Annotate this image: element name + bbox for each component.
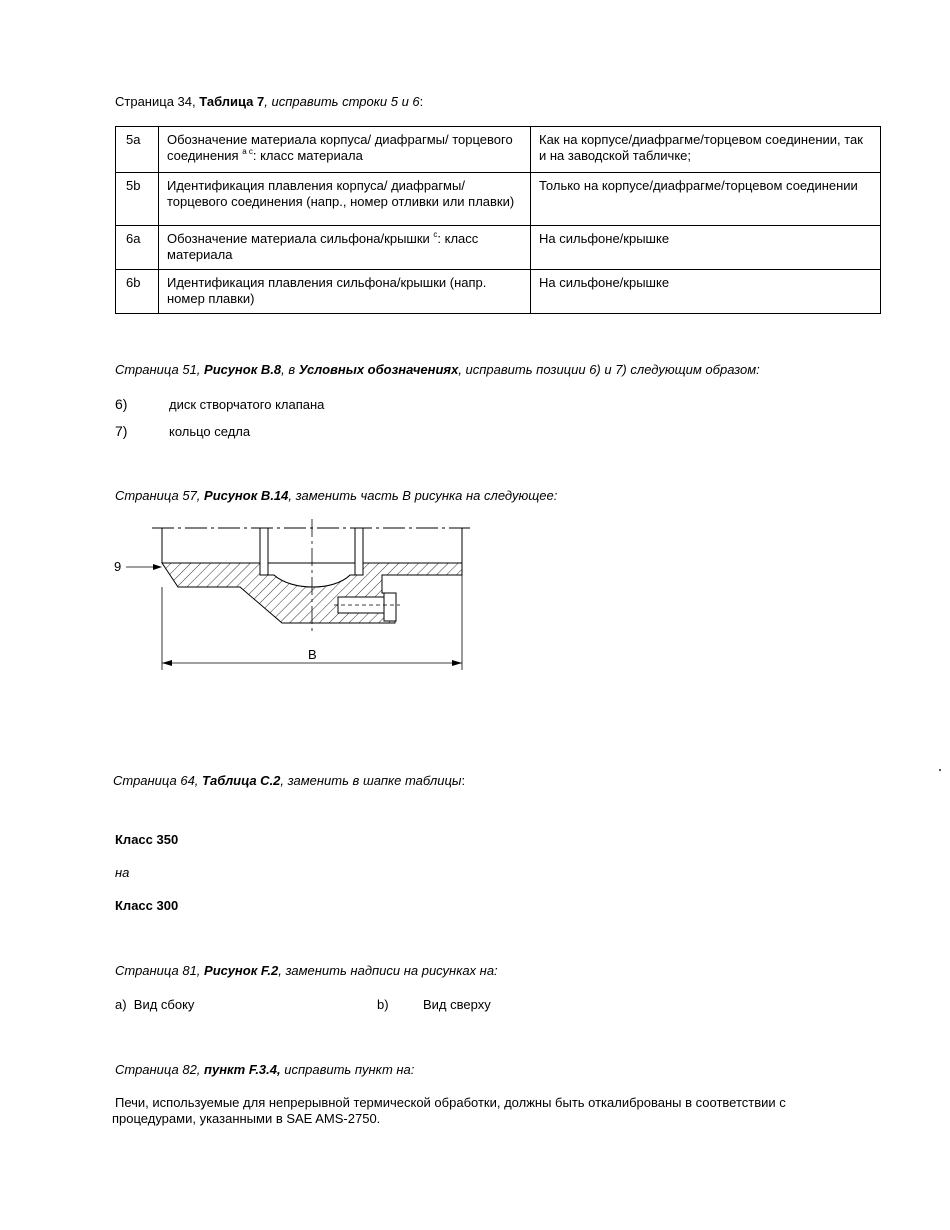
- dimension-arrow: [452, 660, 462, 666]
- row-description: Идентификация плавления корпуса/ диафрагмы/ торцевого соединения (напр., номер отливки или плавки): [159, 173, 531, 226]
- label-a: a) Вид сбоку: [115, 997, 195, 1012]
- row-number: 6a: [116, 226, 159, 270]
- section-heading-figure-f2: Страница 81, Рисунок F.2, заменить надписи на рисунках на:: [115, 963, 498, 978]
- row-marking: Только на корпусе/диафрагме/торцевом соединении: [531, 173, 881, 226]
- table-row: [116, 127, 881, 173]
- section-heading-figure-b14: Страница 57, Рисунок В.14, заменить часть В рисунка на следующее:: [115, 488, 558, 503]
- callout-label: 9: [114, 559, 122, 574]
- row-description: Обозначение материала сильфона/крышки $^c$: класс материала: [159, 226, 531, 270]
- legend-item-text: диск створчатого клапана: [169, 397, 325, 412]
- clause-text-line: Печи, используемые для непрерывной термической обработки, должны быть откалиброваны в соответствии с: [115, 1095, 786, 1110]
- row-description: Идентификация плавления сильфона/крышки (напр. номер плавки): [159, 270, 531, 314]
- section-heading-table-c2: Страница 64, Таблица С.2, заменить в шапке таблицы:: [113, 773, 466, 788]
- clause-text-line: процедурами, указанными в SAE AMS-2750.: [112, 1111, 381, 1126]
- dimension-arrow: [162, 660, 172, 666]
- row-marking: Как на корпусе/диафрагме/торцевом соединении, так и на заводской табличке;: [531, 127, 881, 173]
- callout-arrow: [153, 564, 162, 570]
- legend-item-number: 6): [115, 396, 128, 412]
- section-heading-clause-f34: Страница 82, пункт F.3.4, исправить пункт на:: [115, 1062, 415, 1077]
- dimension-label: B: [308, 647, 317, 662]
- stray-mark: [939, 769, 941, 771]
- connector-word: на: [115, 865, 130, 880]
- table-row: [116, 226, 881, 270]
- new-class-value: Класс 300: [115, 898, 179, 913]
- legend-item-text: кольцо седла: [169, 424, 251, 439]
- technical-drawing-part-b: [110, 515, 480, 675]
- row-description: Обозначение материала корпуса/ диафрагмы/ торцевого соединения $^{a c}$: класс материала: [159, 127, 531, 173]
- row-marking: На сильфоне/крышке: [531, 270, 881, 314]
- row-marking: На сильфоне/крышке: [531, 226, 881, 270]
- row-number: 6b: [116, 270, 159, 314]
- section-heading-figure-b8: Страница 51, Рисунок В.8, в Условных обозначениях, исправить позиции 6) и 7) следующим образом:: [115, 362, 760, 377]
- label-b-text: Вид сверху: [423, 997, 491, 1012]
- row-number: 5a: [116, 127, 159, 173]
- table-7-corrections: [115, 126, 881, 314]
- legend-item-number: 7): [115, 423, 128, 439]
- table-row: [116, 173, 881, 226]
- label-b-marker: b): [377, 997, 389, 1012]
- section-heading-table7: Страница 34, Таблица 7, исправить строки 5 и 6:: [115, 94, 424, 109]
- table-row: [116, 270, 881, 314]
- old-class-value: Класс 350: [115, 832, 179, 847]
- row-number: 5b: [116, 173, 159, 226]
